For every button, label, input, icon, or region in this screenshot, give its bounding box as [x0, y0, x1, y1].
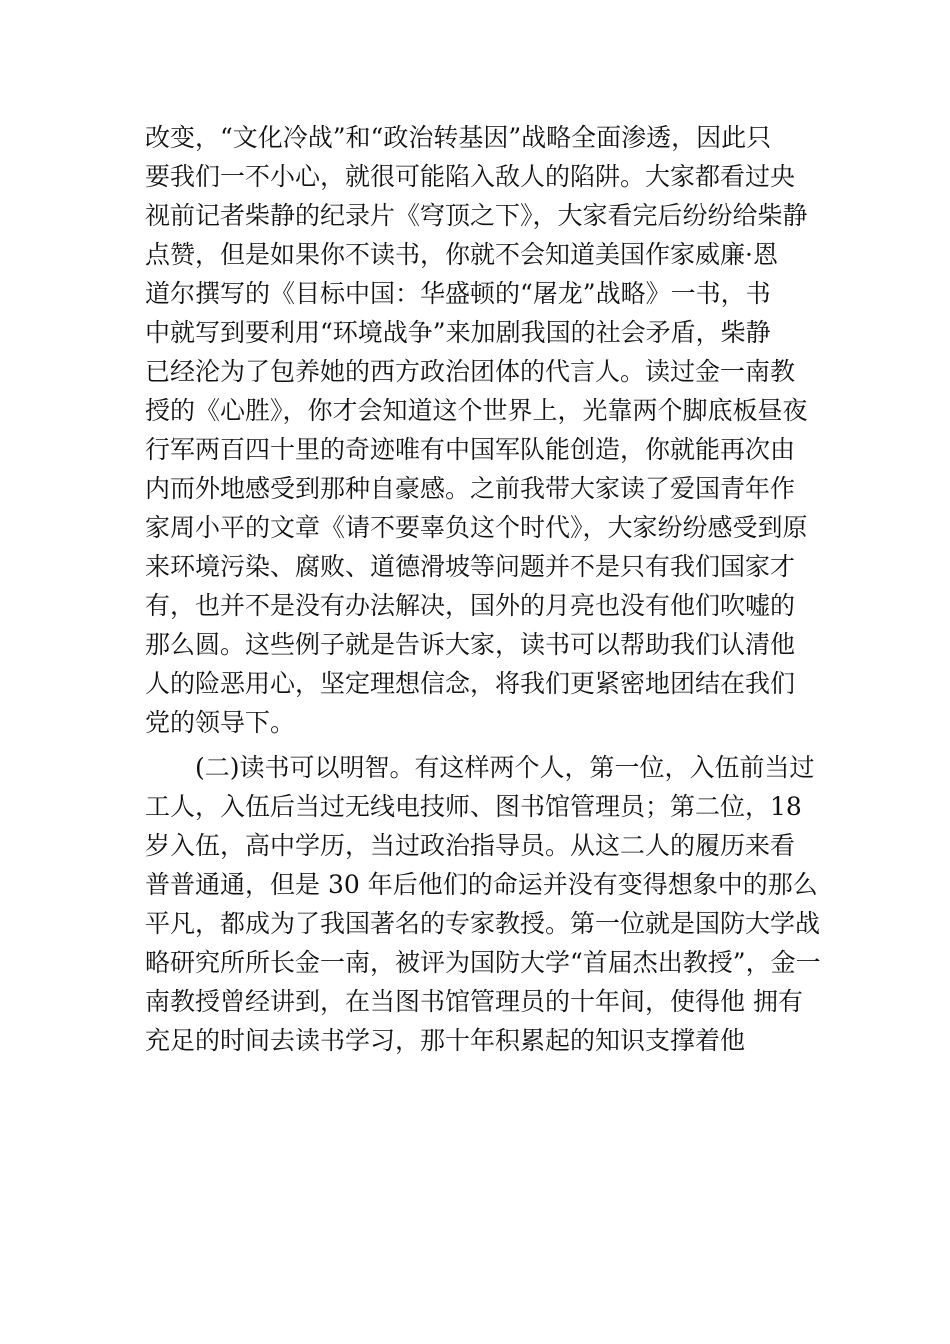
text-line: 普普通通，但是 30 年后他们的命运并没有变得想象中的那么 [145, 870, 818, 899]
text-line: 来环境污染、腐败、道德滑坡等问题并不是只有我们国家才 [145, 552, 796, 581]
text-line: 内而外地感受到那种自豪感。之前我带大家读了爱国青年作 [145, 474, 796, 503]
paragraph-2 [145, 748, 845, 1060]
document-body [145, 118, 845, 1060]
text-line: 那么圆。这些例子就是告诉大家，读书可以帮助我们认清他 [145, 630, 796, 659]
text-line: 家周小平的文章《请不要辜负这个时代》，大家纷纷感受到原 [145, 513, 808, 542]
text-line: 授的《心胜》，你才会知道这个世界上，光靠两个脚底板昼夜 [145, 396, 808, 425]
text-line: 改变，“文化冷战”和“政治转基因”战略全面渗透，因此只 [145, 123, 772, 152]
text-line: 道尔撰写的《目标中国：华盛顿的“屠龙”战略》一书，书 [145, 279, 771, 308]
text-line: 已经沦为了包养她的西方政治团体的代言人。读过金一南教 [145, 357, 796, 386]
text-line: 中就写到要利用“环境战争”来加剧我国的社会矛盾，柴静 [145, 318, 771, 347]
text-line: 工人，入伍后当过无线电技师、图书馆管理员；第二位，18 [145, 792, 802, 821]
text-line: 人的险恶用心，坚定理想信念，将我们更紧密地团结在我们 [145, 669, 796, 698]
paragraph-1 [145, 118, 845, 742]
text-line: 要我们一不小心，就很可能陷入敌人的陷阱。大家都看过央 [145, 162, 796, 191]
text-line: 行军两百四十里的奇迹唯有中国军队能创造，你就能再次由 [145, 435, 796, 464]
text-line: 充足的时间去读书学习，那十年积累起的知识支撑着他 [145, 1026, 746, 1055]
text-line: 有，也并不是没有办法解决，国外的月亮也没有他们吹嘘的 [145, 591, 796, 620]
text-line: 党的领导下。 [145, 708, 296, 737]
text-line: 岁入伍，高中学历，当过政治指导员。从这二人的履历来看 [145, 831, 796, 860]
text-line-indented: (二)读书可以明智。有这样两个人，第一位，入伍前当过 [195, 753, 815, 782]
text-line: 点赞，但是如果你不读书，你就不会知道美国作家威廉·恩 [145, 240, 778, 269]
text-line: 平凡，都成为了我国著名的专家教授。第一位就是国防大学战 [145, 909, 821, 938]
text-line: 视前记者柴静的纪录片《穹顶之下》，大家看完后纷纷给柴静 [145, 201, 808, 230]
text-line: 略研究所所长金一南，被评为国防大学“首届杰出教授”，金一 [145, 948, 821, 977]
text-line: 南教授曾经讲到，在当图书馆管理员的十年间，使得他 拥有 [145, 987, 803, 1016]
